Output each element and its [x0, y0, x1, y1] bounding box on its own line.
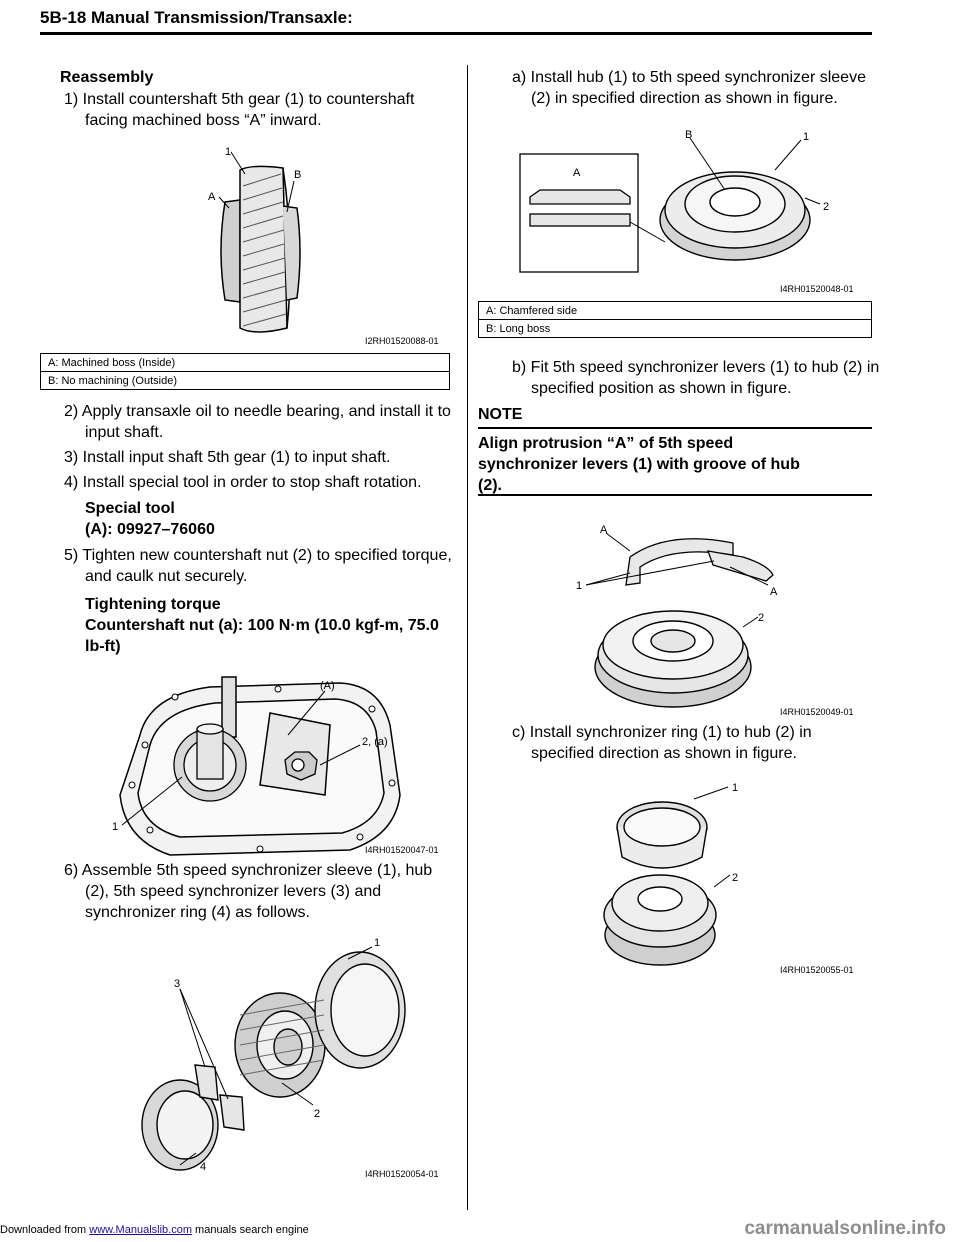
step-2	[64, 401, 451, 443]
fig4-code: I4RH01520048-01	[780, 284, 854, 294]
step-1	[64, 89, 414, 131]
footer-suffix: manuals search engine	[191, 1224, 309, 1236]
step-3: 3) Install input shaft 5th gear (1) to input shaft.	[64, 449, 391, 466]
step-2-line2: input shaft.	[85, 424, 164, 441]
step-c	[512, 722, 812, 764]
legend1-row-a: A: Machined boss (Inside)	[41, 354, 450, 372]
step-6-line3: synchronizer ring (4) as follows.	[85, 904, 310, 921]
step-5-line1: 5) Tighten new countershaft nut (2) to specified torque,	[64, 547, 452, 564]
step-a-line1: a) Install hub (1) to 5th speed synchronizer sleeve	[512, 69, 866, 86]
tightening-torque	[85, 594, 439, 657]
step-2-line1: 2) Apply transaxle oil to needle bearing, and install it to	[64, 403, 451, 420]
step-a	[512, 67, 866, 109]
step-5	[64, 545, 452, 587]
fig1-callout-a: A	[208, 191, 216, 203]
note-line2: synchronizer levers (1) with groove of hub	[478, 456, 800, 473]
fig2-code: I4RH01520047-01	[365, 845, 439, 855]
legend1-row-b: B: No machining (Outside)	[41, 372, 450, 390]
step-b-line1: b) Fit 5th speed synchronizer levers (1) to hub (2) in	[512, 359, 880, 376]
fig2-callout-2a: 2, (a)	[362, 736, 388, 748]
figure-hub-sleeve	[515, 122, 870, 297]
fig4-callout-a: A	[573, 167, 581, 179]
note-heading: NOTE	[478, 406, 523, 423]
note-body	[478, 433, 800, 496]
step-a-line2: (2) in specified direction as shown in figure.	[531, 90, 838, 107]
figure-special-tool-installed	[110, 665, 450, 860]
watermark-text: carmanualsonline.info	[744, 1218, 946, 1239]
header-rule	[40, 32, 872, 35]
fig1-callout-b: B	[294, 169, 302, 181]
legend2-row-a: A: Chamfered side	[479, 302, 872, 320]
column-divider	[467, 65, 468, 1210]
special-tool	[85, 498, 215, 540]
fig6-code: I4RH01520055-01	[780, 965, 854, 975]
step-6-line2: (2), 5th speed synchronizer levers (3) and	[85, 883, 382, 900]
step-b-line2: specified position as shown in figure.	[531, 380, 792, 397]
step-1-line1: 1) Install countershaft 5th gear (1) to countershaft	[64, 91, 415, 108]
note-line3: (2).	[478, 477, 502, 494]
step-6-line1: 6) Assemble 5th speed synchronizer sleeve (1), hub	[64, 862, 433, 879]
torque-heading: Tightening torque	[85, 596, 221, 613]
note-bottom-rule	[478, 494, 872, 496]
step-c-line1: c) Install synchronizer ring (1) to hub (2) in	[512, 724, 812, 741]
fig5-code: I4RH01520049-01	[780, 707, 854, 715]
fig4-callout-1: 1	[803, 131, 810, 143]
fig3-callout-1: 1	[374, 937, 381, 949]
figure-countershaft-gear	[195, 140, 450, 348]
fig1-callout-1: 1	[225, 146, 232, 158]
special-tool-heading: Special tool	[85, 500, 175, 517]
fig4-callout-b: B	[685, 129, 693, 141]
section-heading: Reassembly	[60, 69, 154, 86]
torque-line2: lb-ft)	[85, 638, 121, 655]
step-6	[64, 860, 432, 923]
fig5-callout-a-top: A	[600, 524, 608, 536]
footer-prefix: Downloaded from	[0, 1224, 90, 1236]
fig2-callout-1: 1	[112, 821, 119, 833]
fig3-callout-3: 3	[174, 978, 181, 990]
fig3-callout-4: 4	[200, 1161, 207, 1173]
fig3-code: I4RH01520054-01	[365, 1169, 439, 1179]
fig1-code: I2RH01520088-01	[365, 336, 439, 346]
step-1-line2: facing machined boss “A” inward.	[85, 112, 322, 129]
fig6-callout-1: 1	[732, 782, 739, 794]
fig4-callout-2: 2	[823, 201, 830, 213]
fig2-callout-a: (A)	[320, 680, 335, 692]
fig5-callout-2: 2	[758, 612, 765, 624]
step-b	[512, 357, 879, 399]
figure-synchronizer-exploded	[110, 925, 450, 1185]
manualslib-link[interactable]: www.Manualslib.com	[89, 1224, 192, 1236]
footer-download-note	[0, 1224, 309, 1236]
page-title: 5B-18 Manual Transmission/Transaxle:	[40, 8, 353, 27]
legend-table-1	[40, 353, 450, 390]
step-5-line2: and caulk nut securely.	[85, 568, 248, 585]
fig3-callout-2: 2	[314, 1108, 321, 1120]
torque-line1: Countershaft nut (a): 100 N·m (10.0 kgf-m, 75.0	[85, 617, 439, 634]
step-c-line2: specified direction as shown in figure.	[531, 745, 797, 762]
note-line1: Align protrusion “A” of 5th speed	[478, 435, 734, 452]
figure-levers-hub	[568, 515, 870, 715]
legend2-row-b: B: Long boss	[479, 320, 872, 338]
note-top-rule	[478, 427, 872, 429]
figure-ring-hub	[600, 775, 870, 980]
special-tool-value: (A): 09927–76060	[85, 521, 215, 538]
legend-table-2	[478, 301, 872, 338]
step-4: 4) Install special tool in order to stop shaft rotation.	[64, 474, 422, 491]
fig5-callout-1: 1	[576, 580, 583, 592]
fig6-callout-2: 2	[732, 872, 739, 884]
fig5-callout-a-right: A	[770, 586, 778, 598]
